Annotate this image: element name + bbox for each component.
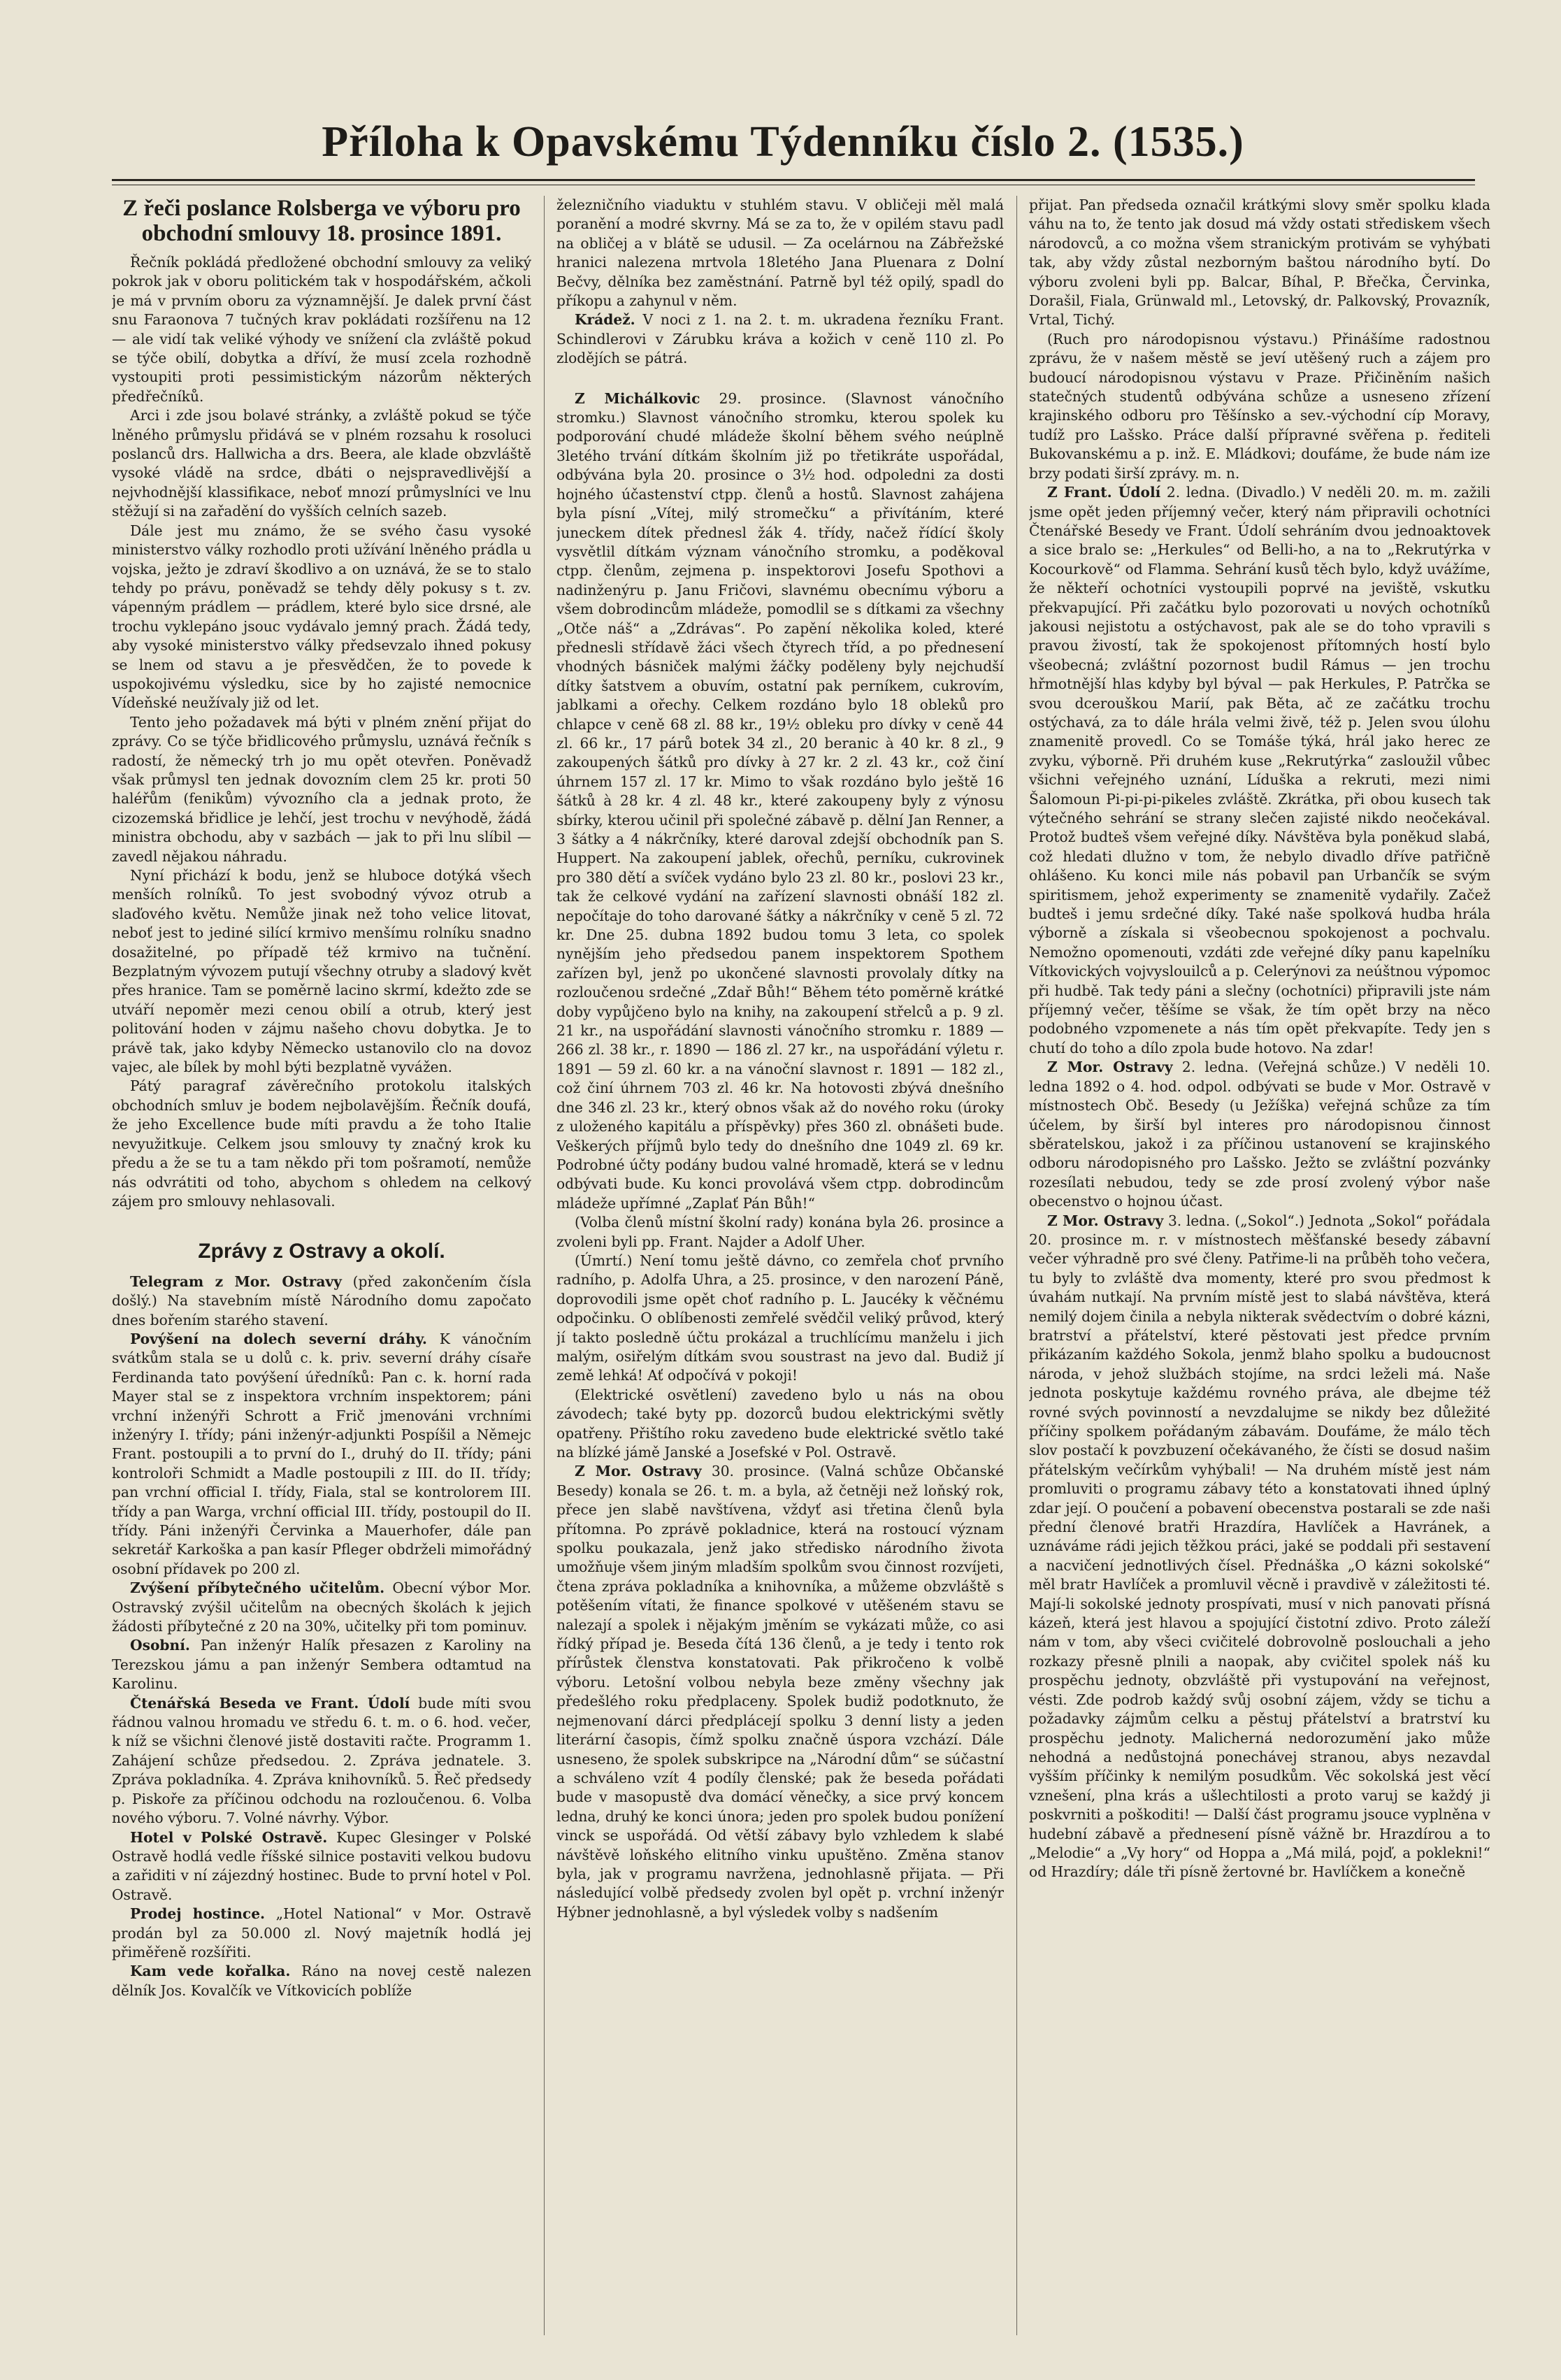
news-text: (před zakončením čísla došlý.) Na stavebním místě Národního domu započato dnes bořením starého stavení. [112, 1273, 531, 1328]
news-item [112, 1579, 531, 1636]
column-separator [1016, 196, 1017, 2335]
news-keyword: Povýšení na dolech severní dráhy. [130, 1330, 427, 1347]
article-title: Z řeči poslance Rolsberga ve výboru pro obchodní smlouvy 18. prosince 1891. [122, 196, 521, 246]
news-keyword: Krádež. [575, 311, 635, 329]
paragraph: Arci i zde jsou bolavé stránky, a zvláště pokud se týče lněného průmyslu přidává se v plném rozsahu k rosoluci poslanců drs. Hallwicha a drs. Beera, ale klade obzvláště vysoké vládě na srdce, dbáti o nejspravedlivější a nejvhodnější klassifikace, neboť mnozí průmyslníci ve lnu stěžují si na zařadění do vyšších celních sazeb. [112, 407, 531, 520]
paragraph: železničního viaduktu v stuhlém stavu. V obličeji měl malá poranění a modré skvrny. Má se za to, že v opilém stavu padl na obličej a v blátě se udusil. — Za ocelárnou na Zábřežské hranici nalezena mrtvola 18letého Jana Pluenara z Dolní Bečvy, dělníka bez zaměstnání. Patrně byl též opilý, spadl do příkopu a zahynul v něm. [556, 196, 1004, 310]
newspaper-page [84, 98, 1490, 2349]
paragraph: Pátý paragraf závěrečního protokolu italských obchodních smluv je bodem nejbolavějším. Řečník doufá, že jeho Excellence bude míti pravdu a že toho Italie nevyužitkuje. Celkem jsou smlouvy ty značný krok ku předu a že se tu a tam někdo při tom pošramotí, nemůže nás odvrátiti od toho, abychom s ohledem na celkový zájem pro smlouvy nehlasovali. [112, 1077, 531, 1210]
section-heading: Zprávy z Ostravy a okolí. [198, 1240, 445, 1263]
column-2 [556, 196, 1004, 2335]
news-keyword: Zvýšení příbytečného učitelům. [130, 1579, 385, 1597]
news-item [556, 389, 1004, 1213]
news-keyword: Prodej hostince. [130, 1905, 266, 1923]
news-text: 2. ledna. (Divadlo.) V neděli 20. m. m. zažili jsme opět jeden příjemný večer, který nám připravili ochotníci Čtenářské Besedy ve Frant. Údolí sehráním dvou jednoaktovek a sice bralo se: „Herkules“ od Belli-ho, a na to „Rekrutýrka v Kocourkově“ od Flamma. Sehrání kusů těch bylo, když uvážíme, že někteří ochotníci vystoupili poprvé na jeviště, vskutku překvapující. Při začátku bylo pozorovati u nových ochotníků jakousi nejistotu a ostýchavost, pak ale se do toho vpravili s pravou živostí, tak že spokojenost přítomných hostí bylo všeobecná; zvláštní pozornost budil Rámus — jen trochu hřmotnější hlas kdyby byl býval — pak Herkules, P. Patrčka se svou dcerouškou Marií, pak Běta, ač ze začátku trochu ostýchavá, za to dále hrála velmi živě, též p. Jelen svou úlohu znamenitě provedl. Co se Tomáše týká, hrál jako herec ze zvyku, výborně. Při druhém kuse „Rekrutýrka“ zasloužil vůbec všichni veřejného uznání, Líduška a rekruti, mezi nimi Šalomoun Pi-pi-pi-pikeles zvláště. Zkrátka, při obou kusech tak výtečného sehrání se strany slečen zajisté nikdo neočekával. Protož budteš všem veřejné díky. Návštěva byla poněkud slabá, což hledati dlužno v tom, že nebylo divadlo dříve patřičně ohlášeno. Ku konci mile nás pobavil pan Urbančík se svým spiritismem, jehož experimenty se znamenitě vydařily. Začež budteš i jemu srdečné díky. Také naše spolková hudba hrála výborně a získala si všeobecnou spokojenost a pochvalu. Nemožno opomenouti, vzdáti zde veřejné díky panu kapelníku Vítkovických vojvyslouilců a p. Celerýnovi za neúštnou výpomoc při hudbě. Tak tedy páni a slečny (ochotníci) připravili jste nám příjemný večer, těšíme se však, že tím opět brzy na něco podobného vzpomenete a nás tím opět překvapíte. Tedy jen s chutí do toho a dílo zpola bude hotovo. Na zdar! [1029, 484, 1490, 1056]
news-item [112, 1273, 531, 1330]
news-item [1029, 483, 1490, 1058]
news-text: Kupec Glesinger v Polské Ostravě hodlá vedle říšské silnice postaviti velkou budovu a zařiditi v ní zájezdný hostinec. Bude to první hotel v Pol. Ostravě. [112, 1828, 531, 1903]
news-item [112, 1636, 531, 1693]
column-separator [544, 196, 545, 2335]
news-keyword: Čtenářská Beseda ve Frant. Údolí [130, 1694, 410, 1712]
news-item [1029, 1212, 1490, 1882]
news-text: 29. prosince. (Slavnost vánočního stromku.) Slavnost vánočního stromku, kterou spolek ku podporování chudé mládeže školní během svého neúplně 3letého trvání dítkám školním již po třetikráte uspořádal, odbývána byla 20. prosince o 3½ hod. odpoledni za dosti hojného účastenství ctpp. členů a hostů. Slavnost zahájena byla písní „Vítej, milý stromečku“ a přivítáním, které juneckem dítek přednesl žák 4. třídy, načež řídící školy vysvětlil dítkám význam vánočního stromku, a poděkoval ctpp. členům, zejmena p. inspektorovi Josefu Spothovi a nadinženýru p. Janu Fričovi, slavnému obecnímu výboru a všem dobrodincům mládeže, pomodlil se s dítkami za všechny „Otče náš“ a „Zdrávas“. Po zapění několika koled, které přednesli střídavě žáci všech čtyrech tříd, a po přednesení vhodných básniček malými žáčky poděleny byly nejchudší dítky šatstvem a obuvím, ostatní pak perníkem, cukrovím, jablkami a ořechy. Celkem rozdáno bylo 18 obleků pro chlapce v ceně 68 zl. 88 kr., 19½ obleku pro dívky v ceně 44 zl. 66 kr., 17 párů botek 34 zl., 20 beranic à 40 kr. 8 zl., 9 zakoupených šátků pro dívky à 27 kr. 2 zl. 43 kr., což činí úhrnem 157 zl. 17 kr. Mimo to však rozdáno bylo ještě 16 šátků à 28 kr. 4 zl. 48 kr., které zakoupeny byly z výnosu sbírky, kterou učinil při společné zábavě p. dělní Jan Renner, a 3 šátky a 4 nákrčníky, které daroval zdejší obchodník pan S. Huppert. Na zakoupení jablek, ořechů, perníku, cukrovinek pro 380 dětí a svíček vydáno bylo 23 zl. 80 kr., poslovi 23 kr., tak že celkové vydání na zařízení slavnosti obnáší 182 zl. nepočítaje do toho darované šátky a nákrčníky v ceně 5 zl. 72 kr. Dne 25. dubna 1892 budou tomu 3 leta, co spolek nynějším jeho předsedou panem inspektorem Spothem zařízen byl, jenž po ukončené slavnosti provolaly dítky na rozloučenou srdečné „Zdař Bůh!“ Během této poměrně krátké doby vypůjčeno bylo na knihy, na zakoupení střelců a p. 9 zl. 21 kr., na uspořádání slavnosti vánočního stromku r. 1889 — 266 zl. 38 kr., r. 1890 — 186 zl. 27 kr., na uspořádání výletu r. 1891 — 59 zl. 60 kr. a na vánoční slavnost r. 1891 — 182 zl., což činí úhrnem 703 zl. 46 kr. Na hotovosti zbývá dnešního dne 346 zl. 23 kr., který obnos však až do nového roku (úroky z uloženého kapitálu a příspěvky) přes 360 zl. obnášeti bude. Veškerých příjmů bylo tedy do dnešního dne 1049 zl. 69 kr. Podrobné účty podány budou valné hromadě, která se v lednu odbývati bude. Ku konci provolává všem ctpp. dobrodincům mládeže upřímné „Zaplať Pán Bůh!“ [556, 389, 1004, 1212]
paragraph: Řečník pokládá předložené obchodní smlouvy za veliký pokrok jak v oboru politickém tak v hospodářském, ačkoli je má v prvním oboru za významnější. Je dalek první část snu Faraonova 7 tučných krav pokládati rozšířenu na 12 — ale vidí tak veliké výhody ve snížení cla zvláště pokud se týče obilí, dobytka a dříví, že musí zcela rozhodně vystoupiti proti pessimistickým názorům některých předřečníků. [112, 254, 531, 405]
news-text: 2. ledna. (Veřejná schůze.) V neděli 10. ledna 1892 o 4. hod. odpol. odbývati se bude v Mor. Ostravě v místnostech Obč. Besedy (u Ježíška) veřejná schůze za tím účelem, by širší byl interes pro národopisnou činnost sběratelskou, jakož i za příčinou ustanovení se krajinského odboru národopisného pro Lašsko. Ježto se zvláštní pozvánky rozesílati nebudou, tedy se zde prosí zvolený výbor naše obecenstvo o hojnou účast. [1029, 1059, 1490, 1210]
paragraph: (Ruch pro národopisnou výstavu.) Přinášíme radostnou zprávu, že v našem městě se jeví utěšený ruch a zájem pro budoucí národopisnou výstavu v Praze. Přičiněním našich statečných studentů odbývána schůze a usneseno zřízení krajinského odboru pro Těšínsko a sev.-východní cíp Moravy, tudíž pro Lašsko. Práce další přípravné svěřena p. řediteli Bukovanskému a p. inž. E. Mládkovi; doufáme, že bude nám ize brzy podati širší zprávy. m. n. [1029, 330, 1490, 482]
news-keyword: Telegram z Mor. Ostravy [130, 1273, 342, 1290]
news-item [112, 1330, 531, 1579]
news-keyword: Kam vede kořalka. [130, 1963, 291, 1980]
paragraph: Dále jest mu známo, že se svého času vysoké ministerstvo války rozhodlo proti užívání lněného prádla u vojska, ježto je zdraví škodlivo a on uznává, že se to stalo tehdy po právu, poněvadž se tehdy děly pokusy s t. zv. vápenným prádlem — prádlem, které bylo sice drsné, ale trochu vyklepáno jsouc vydávalo jemný prach. Žádá tedy, aby vysoké ministerstvo války předsevzalo ihned pokusy se lnem od stavu a je přesvědčen, že to povede k uspokojivému výsledku, sice by ho zajisté nemocnice Vídeňské neužívaly již od let. [112, 522, 531, 712]
column-3 [1029, 196, 1490, 2335]
news-item [556, 310, 1004, 368]
news-text: V noci z 1. na 2. t. m. ukradena řezníku Frant. Schindlerovi v Zárubku kráva a kožich v ceně 110 zl. Po zlodějích se pátrá. [556, 311, 1004, 367]
news-item [112, 1828, 531, 1905]
news-item [112, 1694, 531, 1828]
news-keyword: Z Mor. Ostravy [1047, 1059, 1173, 1076]
news-text: Ráno na novej cestě nalezen dělník Jos. Kovalčík ve Vítkovicích poblíže [112, 1963, 531, 1999]
news-keyword: Z Frant. Údolí [1047, 484, 1161, 501]
masthead-rule [112, 179, 1475, 181]
masthead-title: Příloha k Opavskému Týdenníku číslo 2. (1535.) [322, 118, 1244, 166]
news-item [1029, 1058, 1490, 1211]
paragraph: (Úmrtí.) Není tomu ještě dávno, co zemřela choť prvního radního, p. Adolfa Uhra, a 25. prosince, v den narození Páně, doprovodili jsme opět choť radního p. L. Jaucéky k věčnému odpočinku. O oblíbenosti zemřelé svědčil veliký průvod, který jí takto posledně účtu prokázal a truchlícímu manželu i jich malým, osiřelým dítkám svou soustrast na jevo dal. Budiž jí země lehká! Ať odpočívá v pokoji! [556, 1252, 1004, 1384]
news-text: K vánočním svátkům stala se u dolů c. k. priv. severní dráhy císaře Ferdinanda tato povýšení úředníků: Pan c. k. horní rada Mayer stal se z inspektora vrchním inspektorem; páni vrchní inženýři Schrott a Frič jmenováni vrchními inženýry I. třídy; páni inženýr-adjunkti Pospíšil a Němejc Frant. postoupili a to první do I., druhý do II. třídy; páni kontroloři Schmidt a Madle postoupili z III. do II. třídy; pan vrchní official I. třídy, Fiala, stal se kontrolorem III. třídy a pan Warga, vrchní official III. třídy, postoupil do II. třídy. Páni inženýři Červinka a Mauerhofer, dále pan sekretář Karkoška a pan kasír Pfleger obdrželi mimořádný osobní přídavek po 200 zl. [112, 1330, 531, 1577]
news-keyword: Hotel v Polské Ostravě. [130, 1828, 328, 1846]
news-keyword: Z Michálkovic [575, 389, 700, 407]
paragraph: (Volba členů místní školní rady) konána byla 26. prosince a zvoleni byli pp. Frant. Najder a Adolf Uher. [556, 1214, 1004, 1250]
news-keyword: Z Mor. Ostravy [575, 1463, 702, 1480]
paragraph: Tento jeho požadavek má býti v plném znění přijat do zprávy. Co se týče břidlicového průmyslu, uznává řečník s radostí, že německý trh jo mu opět otevřen. Poněvadž však průmysl ten jednak dovozním clem 25 kr. proti 50 haléřům (fenikům) vývozního cla a jednak proto, že cizozemská břidlice je lehčí, jest trochu v nevýhodě, žádá ministra obchodu, aby v sazbách — jak to při lnu slíbil — zavedl nějakou náhradu. [112, 713, 531, 865]
news-text: 30. prosince. (Valná schůze Občanské Besedy) konala se 26. t. m. a byla, až četněji než loňský rok, přece jen slabě navštívena, vždyť asi třetina členů byla přítomna. Po zprávě pokladnice, která na rostoucí význam spolku poukazala, jenž jako středisko národního života umožňuje všem jiným mladším spolkům svou činnost rozvíjeti, čtena zpráva pokladníka a knihovníka, a můžeme obzvláště s potěšením vítati, že finance spolkové v utěšeném stavu se nalezají a spolek i nějakým jměním se vykázati může, co asi řídký případ je. Beseda čítá 136 členů, a je tedy i tento rok přírůstek členstva konstatovati. Pak přikročeno k volbě výboru. Letošní volbou nebyla beze změny všechny jak předešlého roku předplaceny. Spolek budiž podotknuto, že nejmenovaní dárci předplácejí spolku 3 denní listy a jeden literární časopis, čímž spolku značně úspora vzchází. Dále usneseno, že spolek subskripce na „Národní dům“ se súčastní a schváleno vzít 4 podíly členské; pak že beseda pořádati bude v masopustě dva domácí věnečky, a sice prvý koncem ledna, druhý ke konci února; jeden pro spolek budou ponížení vinck se uspořádá. Od větší zábavy bylo vzhledem k slabé návštěvě loňského elitního vinku upuštěno. Změna stanov byla, jak v programu navržena, jednohlasně přijata. — Při následující volbě předsedy zvolen byl opět p. vrchní inženýr Hýbner jednohlasně, a byl výsledek volby s nadšením [556, 1463, 1004, 1921]
news-text: Obecní výbor Mor. Ostravský zvýšil učitelům na obecných školách k jejich žádosti příbytečné z 20 na 30%, učitelky při tom pominuv. [112, 1579, 531, 1635]
columns [112, 196, 1490, 2335]
news-item [556, 1462, 1004, 1922]
news-text: 3. ledna. („Sokol“.) Jednota „Sokol“ pořádala 20. prosince m. r. v místnostech měšťanské besedy zábavní večer výhradně pro své členy. Patřime-li na průběh toho večera, tu byly to zvláště dva momenty, které pro svou předmost k úvahám nutkají. Na prvním místě jest to slabá návštěva, která nemilý dojem činila a nebyla nikterak svědectvím o dobré kázni, bratrství a přátelství, které pěstovati jest předce prvním přikázaním každého Sokola, jenmž blaho spolku a budoucnost národa, v jehož službách stojíme, na srdci leželi má. Naše jednota poskytuje každému rovného práva, ale dbejme též rovné svých povinností a nevzdalujme se nikdy bez důležité příčiny spolkem pořádaným zábavám. Doufáme, že málo těch slov postačí k povzbuzení očekávaného, že čísti se dosud našim přátelským večírkům vyhýbali! — Na druhém místě jest nám promluviti o programu zábavy této a konstatovati ihned úplný zdar její. O poučení a pobavení obecenstva postarali se zde naši přední členové bratři Hrazdíra, Havlíček a Havránek, a uznáváme rádi jejich těžkou práci, jaké se poddali při sestavení a nacvičení jednotlivých čísel. Přednáška „O kázni sokolské“ měl bratr Havlíček a promluvil věcně i pravdivě v záležitosti té. Mají-li sokolské jednoty prospívati, musí v nich panovati přísná kázeň, která jest hlavou a spojující čistotní zdivo. Proto záleží nám v tom, aby všeci cvičitelé dobrovolně poslouchali a jeho rozkazy přesně plnili a naopak, aby cvičitel spolek náš ku prospěchu jednoty, obzvláště při vystupování na veřejnost, vésti. Zde podrob každý svůj osobní zájem, vždy se tichu a požadavky zájmům celku a pěstuj přátelství a bratrství ku prospěchu jednoty. Malicherná nedorozumění jako může nehodná a nedůstojná ponechávej stranou, abys nezavdal vyšším příčinky k nemilým posudkům. Věc sokolská jest věcí vznešení, plna krás a ušlechtilosti a proto varuj se každý ji poskvrniti a poškoditi! — Další část programu jsouce vyplněna v hudební zábavě a přednesení písně vážně br. Hrazdírou a to „Melodie“ a „Vy hory“ od Hoppa a „Má milá, pojď, a poklekni!“ od Hrazdíry; dále tři písně žertovné br. Havlíčkem a konečně [1029, 1212, 1490, 1881]
news-keyword: Osobní. [130, 1637, 190, 1654]
paragraph: přijat. Pan předseda označil krátkými slovy směr spolku klada váhu na to, že tento jak dosud má vždy ostati střediskem všech národovců, a co možna všem stranickým protivám se vyhýbati tak, aby vždy zůstal nezborným baštou národního bytí. Do výboru zvoleni byli pp. Balcar, Bíhal, P. Břečka, Červinka, Dorašil, Fiala, Grünwald ml., Letovský, dr. Palkovský, Provazník, Vrtal, Tichý. [1029, 196, 1490, 329]
news-text: „Hotel National“ v Mor. Ostravě prodán byl za 50.000 zl. Nový majetník hodlá jej přiměřeně rozšířiti. [112, 1905, 531, 1960]
paragraph: (Elektrické osvětlení) zavedeno bylo u nás na obou závodech; také byty pp. dozorců budou elektrickými světly opatřeny. Přištího roku zavedeno bude elektrické světlo také na blízké jámě Janské a Josefské v Pol. Ostravě. [556, 1386, 1004, 1461]
column-1 [112, 196, 531, 2335]
news-keyword: Z Mor. Ostravy [1047, 1212, 1164, 1229]
news-text: Pan inženýr Halík přesazen z Karoliny na Terezskou jámu a pan inženýr Sembera odtamtud na Karolinu. [112, 1637, 531, 1693]
news-item [112, 1962, 531, 2000]
news-item [112, 1905, 531, 1962]
paragraph: Nyní přichází k bodu, jenž se hluboce dotýká všech menších rolníků. To jest svobodný vývoz otrub a slaďového květu. Nemůže jinak než toho velice litovat, neboť jest to jediné silící krmivo menšímu rolníku snadno dosažitelné, po případě též krmivo na tučnění. Bezplatným vývozem putují všechny otruby a sladový květ přes hranice. Tam se poměrně lacino skrmí, kdežto zde se utváří nepoměr mezi cenou obilí a otrub, který jest politování hoden v zájmu našeho chovu dobytka. Je to právě tak, jako kdyby Německo ustanovilo clo na dovoz vajec, ale bílek by mohl býti bezplatně vyvážen. [112, 867, 531, 1076]
news-text: bude míti svou řádnou valnou hromadu ve středu 6. t. m. o 6. hod. večer, k níž se všichni členové jistě dostaviti račte. Programm 1. Zahájení schůze předsedou. 2. Zpráva jednatele. 3. Zpráva pokladníka. 4. Zpráva knihovníků. 5. Řeč předsedy p. Piskoře za příčinou odchodu na rozloučenou. 6. Volba nového výboru. 7. Volné návrhy. Výbor. [112, 1694, 531, 1827]
